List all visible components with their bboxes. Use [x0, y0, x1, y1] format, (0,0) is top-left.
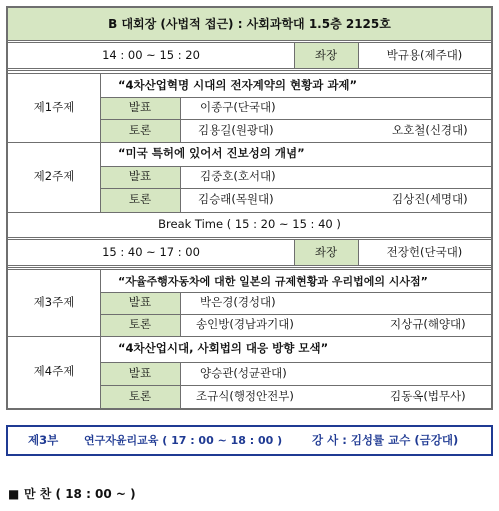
- grid-line: [6, 408, 493, 410]
- break-time: Break Time ( 15 : 20 ~ 15 : 40 ): [158, 217, 341, 232]
- part3-title: 연구자윤리교육 ( 17 : 00 ~ 18 : 00 ): [84, 434, 283, 447]
- topic1-title: “4차산업혁명 시대의 전자계약의 현황과 과제”: [118, 77, 358, 92]
- grid-line: [100, 119, 491, 120]
- grid-line: [100, 385, 491, 386]
- topic1-discussant-1: 김용길(원광대): [198, 122, 274, 137]
- session2-chair-label: 좌장: [314, 244, 338, 259]
- topic1-discussant-2: 오호철(신경대): [392, 122, 468, 137]
- grid-line: [6, 6, 8, 410]
- topic2-presenter-label: 발표: [128, 169, 152, 184]
- topic1-discussant-label: 토론: [128, 122, 152, 137]
- grid-line: [100, 292, 491, 293]
- grid-line: [8, 237, 491, 238]
- topic3-discussant-label: 토론: [128, 317, 152, 332]
- grid-line: [294, 43, 295, 68]
- topic4-title: “4차산업시대, 사회법의 대응 방향 모색”: [118, 341, 329, 356]
- session1-time: 14 : 00 ~ 15 : 20: [102, 47, 200, 62]
- grid-line: [180, 166, 181, 212]
- topic1-presenter-label: 발표: [128, 100, 152, 115]
- topic4-discussant-1: 조규식(행정안전부): [196, 388, 294, 403]
- grid-line: [8, 269, 491, 270]
- topic3-label: 제3주제: [33, 295, 75, 310]
- dinner-text: 만 찬 ( 18 : 00 ~ ): [24, 487, 136, 501]
- grid-line: [180, 292, 181, 336]
- grid-line: [8, 212, 491, 213]
- grid-line: [8, 42, 491, 43]
- session2-chair-name: 전장헌(단국대): [386, 244, 463, 259]
- topic2-presenter: 김중호(호서대): [200, 169, 276, 184]
- grid-line: [100, 362, 491, 363]
- grid-line: [8, 336, 491, 337]
- topic4-discussant-2: 김동옥(법무사): [390, 388, 466, 403]
- grid-line: [8, 40, 491, 41]
- grid-line: [294, 240, 295, 265]
- venue-title: B 대회장 (사법적 접근) : 사회과학대 1.5층 2125호: [108, 17, 391, 31]
- session1-chair-name: 박규용(제주대): [386, 47, 463, 62]
- grid-line: [100, 188, 491, 189]
- grid-line: [8, 73, 491, 74]
- topic3-presenter: 박은경(경성대): [200, 295, 276, 310]
- grid-line: [6, 6, 493, 8]
- grid-line: [8, 70, 491, 71]
- grid-line: [491, 6, 493, 410]
- part3-label: 제3부: [28, 432, 59, 447]
- grid-line: [8, 267, 491, 268]
- grid-line: [8, 239, 491, 240]
- topic2-title: “미국 특허에 있어서 진보성의 개념”: [118, 146, 305, 161]
- grid-line: [100, 269, 101, 408]
- grid-line: [8, 68, 491, 69]
- grid-line: [358, 240, 359, 265]
- grid-line: [100, 166, 491, 167]
- grid-line: [100, 314, 491, 315]
- topic1-presenter: 이종구(단국대): [200, 100, 276, 115]
- grid-line: [180, 97, 181, 142]
- grid-line: [180, 362, 181, 408]
- topic3-discussant-1: 송인방(경남과기대): [196, 317, 294, 332]
- topic2-discussant-1: 김승래(목원대): [198, 192, 274, 207]
- topic4-presenter: 양승관(성균관대): [200, 365, 287, 380]
- grid-line: [358, 43, 359, 68]
- dinner-bullet: ■: [8, 487, 20, 501]
- topic1-label: 제1주제: [33, 100, 75, 115]
- topic3-title: “자율주행자동차에 대한 일본의 규제현황과 우리법에의 시사점”: [118, 274, 428, 288]
- topic2-discussant-2: 김상진(세명대): [392, 192, 468, 207]
- topic4-discussant-label: 토론: [128, 388, 152, 403]
- topic4-label: 제4주제: [33, 364, 75, 379]
- grid-line: [100, 97, 491, 98]
- grid-line: [8, 142, 491, 143]
- part3-speaker: 강 사 : 김성률 교수 (금강대): [312, 432, 459, 447]
- topic3-discussant-2: 지상규(해양대): [390, 317, 466, 332]
- topic4-presenter-label: 발표: [128, 365, 152, 380]
- grid-line: [8, 265, 491, 266]
- session1-chair-label: 좌장: [314, 47, 338, 62]
- session2-time: 15 : 40 ~ 17 : 00: [102, 244, 200, 259]
- topic2-discussant-label: 토론: [128, 192, 152, 207]
- topic2-label: 제2주제: [33, 169, 75, 184]
- topic3-presenter-label: 발표: [128, 295, 152, 310]
